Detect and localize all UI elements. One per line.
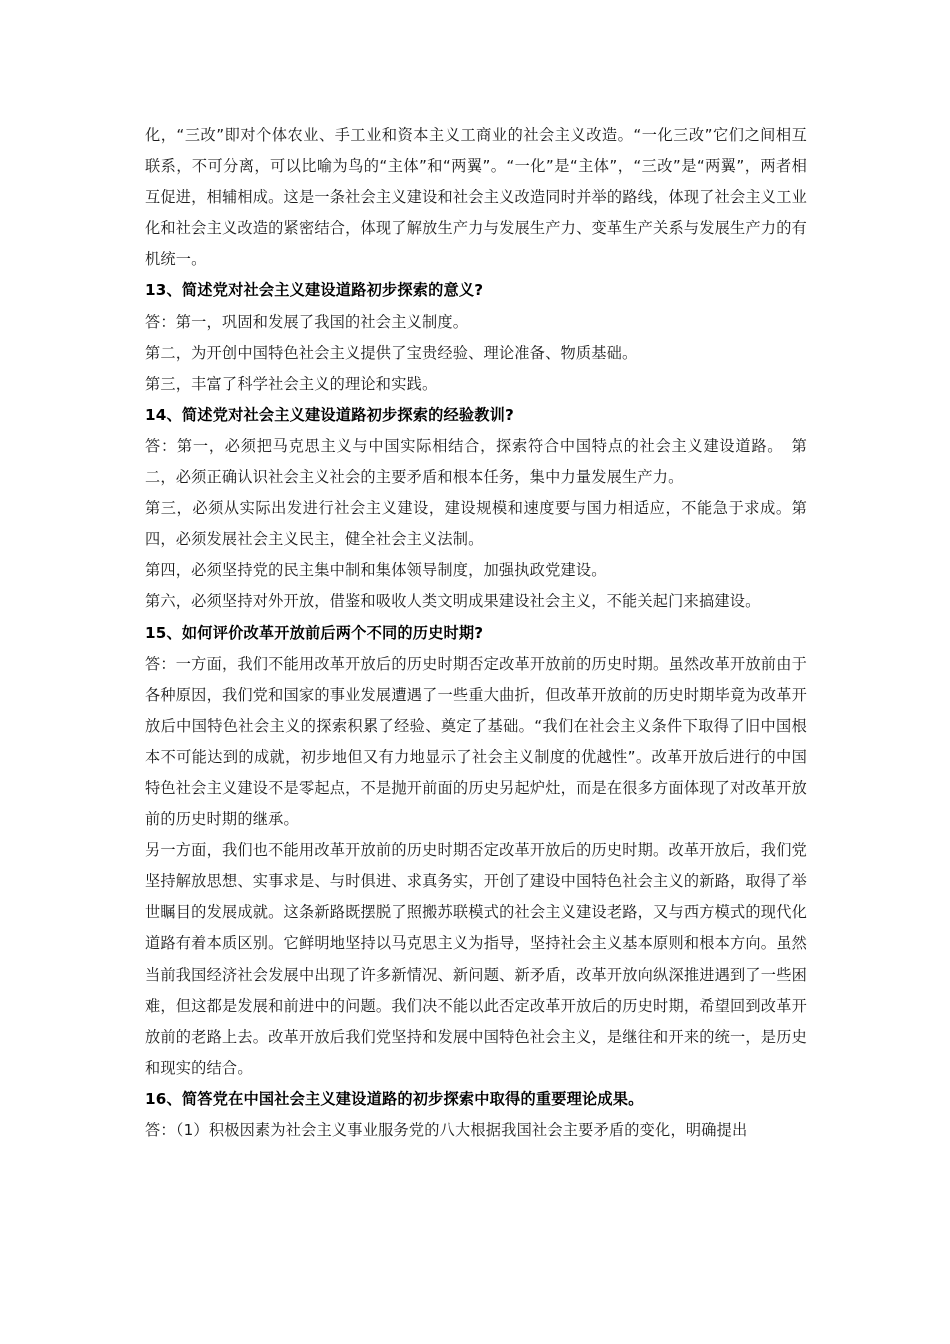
- answer-15-para-1: 答：一方面，我们不能用改革开放后的历史时期否定改革开放前的历史时期。虽然改革开放前由于各种原因，我们党和国家的事业发展遭遇了一些重大曲折，但改革开放前的历史时期毕竟为改革开放后中国特色社会主义的探索积累了经验、奠定了基础。“我们在社会主义条件下取得了旧中国根本不可能达到的成就，初步地但又有力地显示了社会主义制度的优越性”。改革开放后进行的中国特色社会主义建设不是零起点，不是抛开前面的历史另起炉灶，而是在很多方面体现了对改革开放前的历史时期的继承。: [145, 654, 807, 829]
- answer-14-para-1: 答：第一，必须把马克思主义与中国实际相结合，探索符合中国特点的社会主义建设道路。 第二，必须正确认识社会主义社会的主要矛盾和根本任务，集中力量发展生产力。: [145, 436, 807, 487]
- paragraph-yihua-sangai: 化，“三改”即对个体农业、手工业和资本主义工商业的社会主义改造。“一化三改”它们之间相互联系，不可分离，可以比喻为鸟的“主体”和“两翼”。“一化”是“主体”，“三改”是“两翼”，两者相互促进，相辅相成。这是一条社会主义建设和社会主义改造同时并举的路线，体现了社会主义工业化和社会主义改造的紧密结合，体现了解放生产力与发展生产力、变革生产关系与发展生产力的有机统一。: [145, 126, 807, 269]
- answer-14-para-3: 第四，必须坚持党的民主集中制和集体领导制度，加强执政党建设。: [145, 561, 607, 580]
- answer-13-line-2: 第二，为开创中国特色社会主义提供了宝贵经验、理论准备、物质基础。: [145, 343, 638, 362]
- answer-13-line-1: 答：第一，巩固和发展了我国的社会主义制度。: [145, 312, 469, 331]
- question-13-heading: 13、简述党对社会主义建设道路初步探索的意义?: [145, 281, 484, 300]
- answer-14-para-4: 第六，必须坚持对外开放，借鉴和吸收人类文明成果建设社会主义，不能关起门来搞建设。: [145, 592, 761, 611]
- question-14-heading: 14、简述党对社会主义建设道路初步探索的经验教训?: [145, 405, 515, 424]
- question-16-heading: 16、简答党在中国社会主义建设道路的初步探索中取得的重要理论成果。: [145, 1089, 644, 1108]
- answer-16-para-1: 答：（1）积极因素为社会主义事业服务党的八大根据我国社会主要矛盾的变化，明确提出: [145, 1121, 748, 1139]
- answer-14-para-2: 第三，必须从实际出发进行社会主义建设，建设规模和速度要与国力相适应，不能急于求成。第四，必须发展社会主义民主，健全社会主义法制。: [145, 499, 807, 549]
- question-15-heading: 15、如何评价改革开放前后两个不同的历史时期?: [145, 623, 484, 642]
- answer-15-para-2: 另一方面，我们也不能用改革开放前的历史时期否定改革开放后的历史时期。改革开放后，我们党坚持解放思想、实事求是、与时俱进、求真务实，开创了建设中国特色社会主义的新路，取得了举世瞩目的发展成就。这条新路既摆脱了照搬苏联模式的社会主义建设老路，又与西方模式的现代化道路有着本质区别。它鲜明地坚持以马克思主义为指导，坚持社会主义基本原则和根本方向。虽然当前我国经济社会发展中出现了许多新情况、新问题、新矛盾，改革开放向纵深推进遇到了一些困难，但这都是发展和前进中的问题。我们决不能以此否定改革开放后的历史时期，希望回到改革开放前的老路上去。改革开放后我们党坚持和发展中国特色社会主义，是继往和开来的统一，是历史和现实的结合。: [145, 841, 807, 1077]
- document-page: [145, 120, 807, 1146]
- answer-13-line-3: 第三，丰富了科学社会主义的理论和实践。: [145, 374, 438, 393]
